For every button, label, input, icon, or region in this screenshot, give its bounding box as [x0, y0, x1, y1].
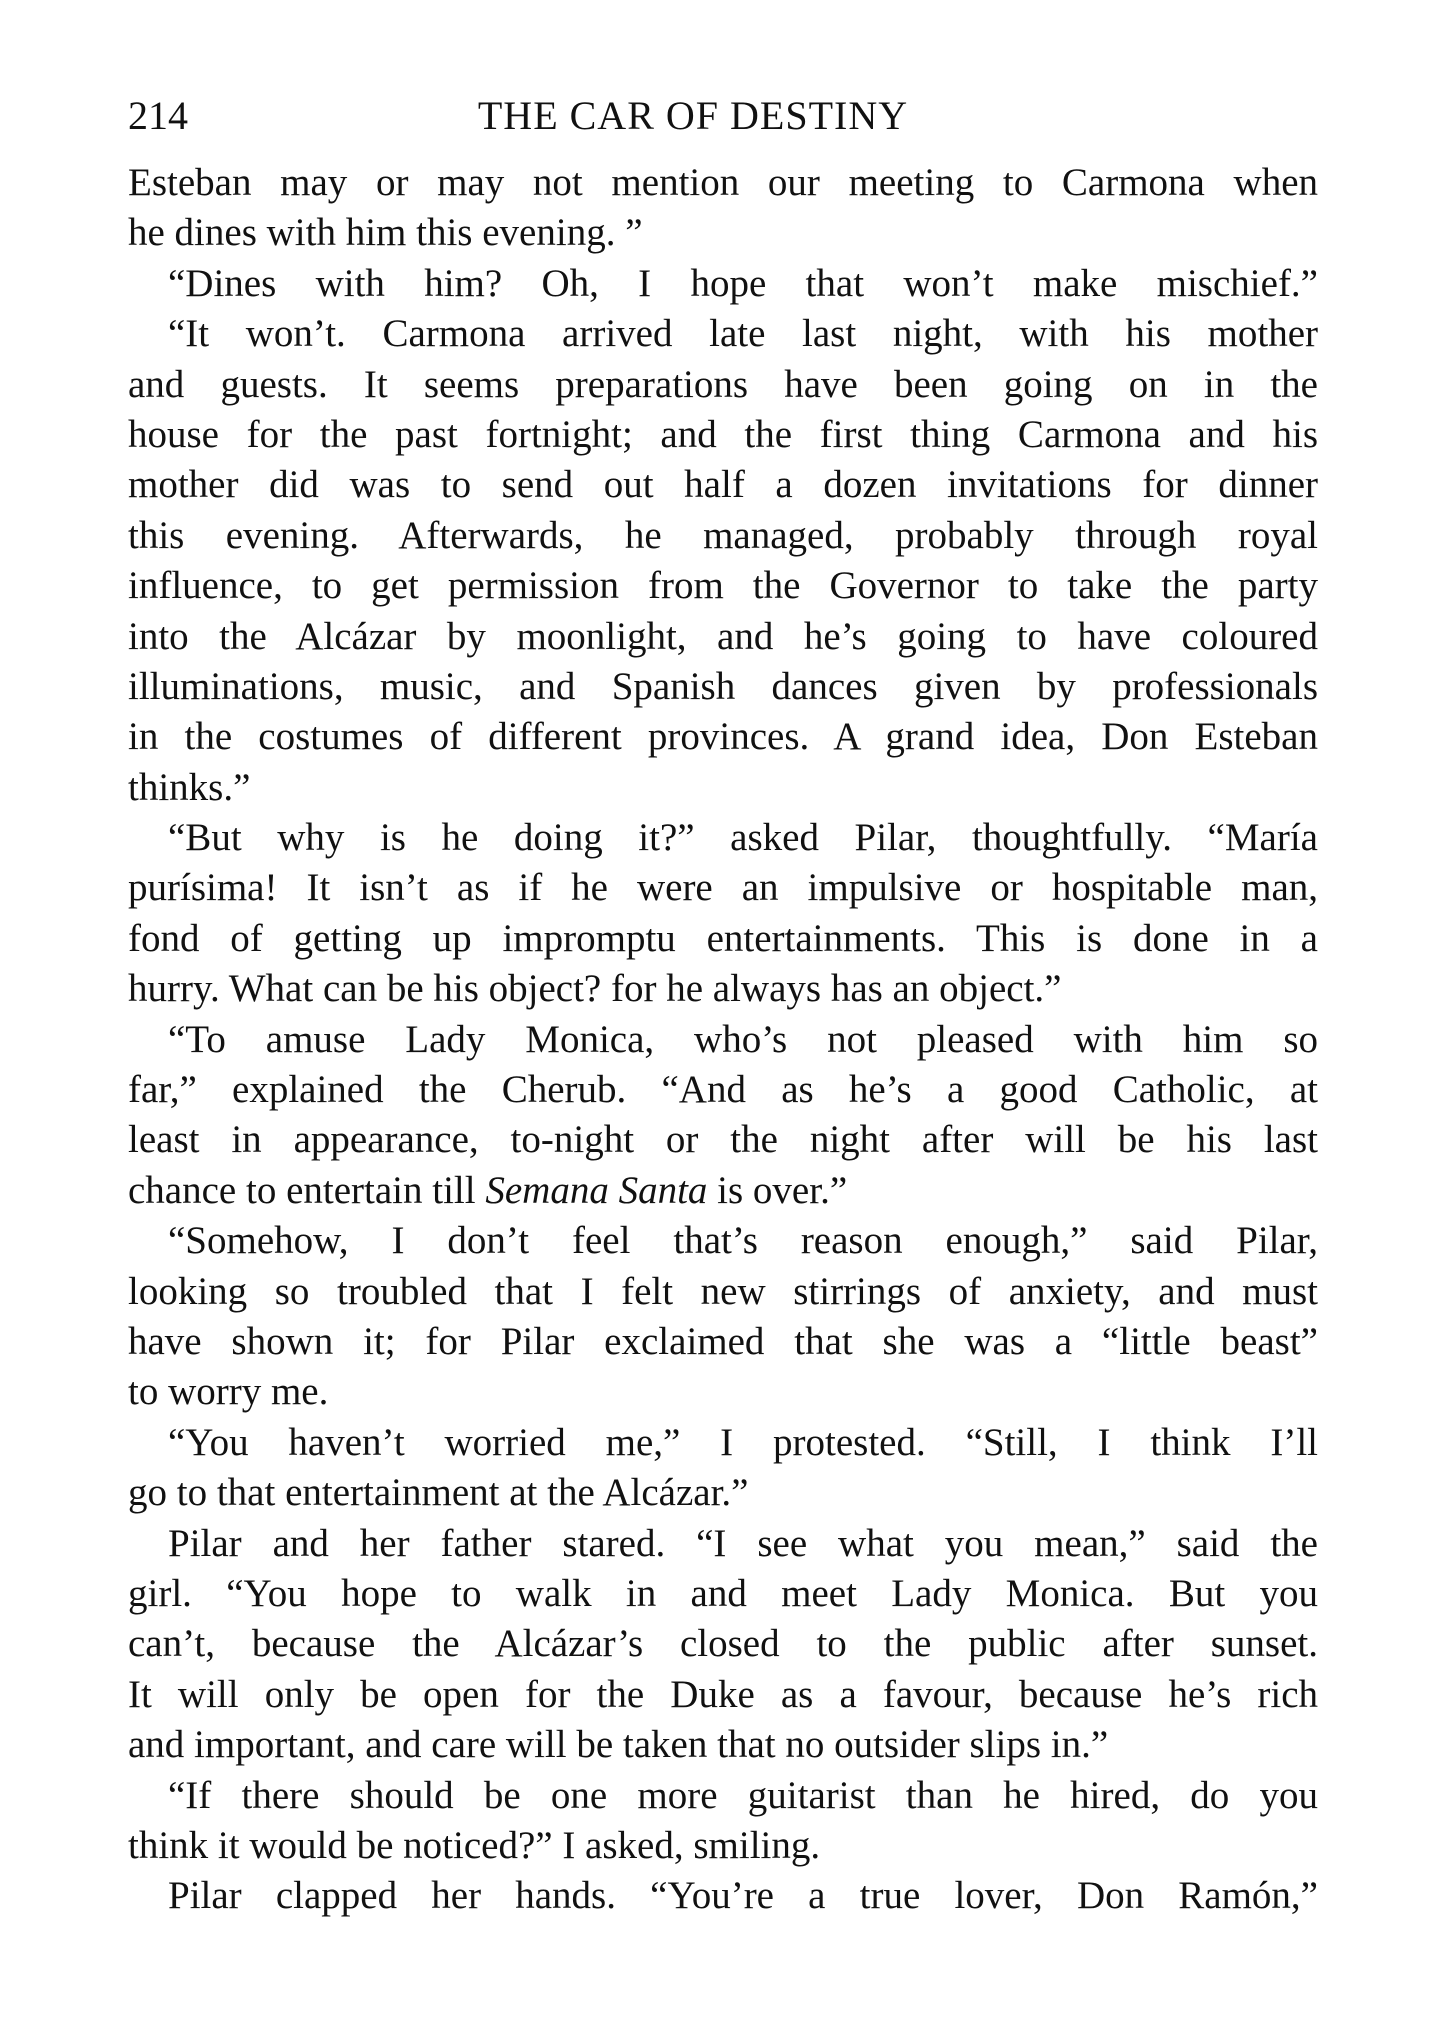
text-line: Esteban may or may not mention our meeting to Carmona when: [128, 161, 1318, 204]
text-line: looking so troubled that I felt new stirrings of anxiety, and must: [128, 1269, 1318, 1313]
page-header: [128, 86, 1318, 146]
text-line: fond of getting up impromptu entertainments. This is done in a: [128, 916, 1318, 960]
text-line: girl. “You hope to walk in and meet Lady Monica. But you: [128, 1571, 1318, 1615]
text-line: thinks.”: [128, 765, 251, 809]
text-line: to worry me.: [128, 1370, 329, 1414]
italic-phrase: Semana Santa: [485, 1168, 708, 1212]
text-line: illuminations, music, and Spanish dances given by professionals: [128, 664, 1318, 708]
text-line: this evening. Afterwards, he managed, probably through royal: [128, 513, 1318, 557]
text-line: Pilar and her father stared. “I see what you mean,” said the: [168, 1521, 1318, 1565]
text-line: house for the past fortnight; and the first thing Carmona and his: [128, 412, 1318, 456]
text-line: and guests. It seems preparations have been going on in the: [128, 362, 1318, 406]
text-line: “You haven’t worried me,” I protested. “Still, I think I’ll: [168, 1420, 1318, 1464]
text-line: It will only be open for the Duke as a favour, because he’s rich: [128, 1672, 1318, 1716]
body-text: [128, 158, 1318, 1922]
text-line: hurry. What can be his object? for he always has an object.”: [128, 967, 1062, 1011]
text-line: far,” explained the Cherub. “And as he’s a good Catholic, at: [128, 1068, 1318, 1112]
text-line: “Somehow, I don’t feel that’s reason enough,” said Pilar,: [168, 1219, 1318, 1263]
page-number: 214: [128, 93, 188, 138]
text-line: he dines with him this evening. ”: [128, 211, 643, 255]
text-line: go to that entertainment at the Alcázar.”: [128, 1471, 749, 1515]
text-line: “But why is he doing it?” asked Pilar, thoughtfully. “María: [168, 816, 1318, 860]
text-line: into the Alcázar by moonlight, and he’s going to have coloured: [128, 614, 1318, 658]
text-line: purísima! It isn’t as if he were an impulsive or hospitable man,: [128, 866, 1318, 910]
text-line: influence, to get permission from the Governor to take the party: [128, 564, 1318, 608]
text-line: “To amuse Lady Monica, who’s not pleased with him so: [168, 1017, 1318, 1061]
text-segment: chance to entertain till: [128, 1168, 486, 1212]
text-line: think it would be noticed?” I asked, smiling.: [128, 1823, 821, 1867]
running-title: THE CAR OF DESTINY: [477, 93, 909, 138]
text-line: least in appearance, to-night or the night after will be his last: [128, 1118, 1318, 1162]
text-segment: is over.”: [707, 1168, 848, 1212]
text-line: have shown it; for Pilar exclaimed that she was a “little beast”: [128, 1319, 1318, 1363]
text-line: “If there should be one more guitarist than he hired, do you: [168, 1773, 1318, 1817]
text-line: “It won’t. Carmona arrived late last night, with his mother: [168, 312, 1318, 356]
text-line: “Dines with him? Oh, I hope that won’t make mischief.”: [168, 261, 1318, 305]
text-line: mother did was to send out half a dozen invitations for dinner: [128, 463, 1318, 507]
text-line: can’t, because the Alcázar’s closed to the public after sunset.: [128, 1622, 1318, 1666]
text-line: in the costumes of different provinces. A grand idea, Don Esteban: [128, 715, 1318, 759]
text-line: [128, 1166, 1318, 1216]
text-line: and important, and care will be taken that no outsider slips in.”: [128, 1723, 1109, 1767]
text-line: Pilar clapped her hands. “You’re a true lover, Don Ramón,”: [168, 1874, 1318, 1918]
